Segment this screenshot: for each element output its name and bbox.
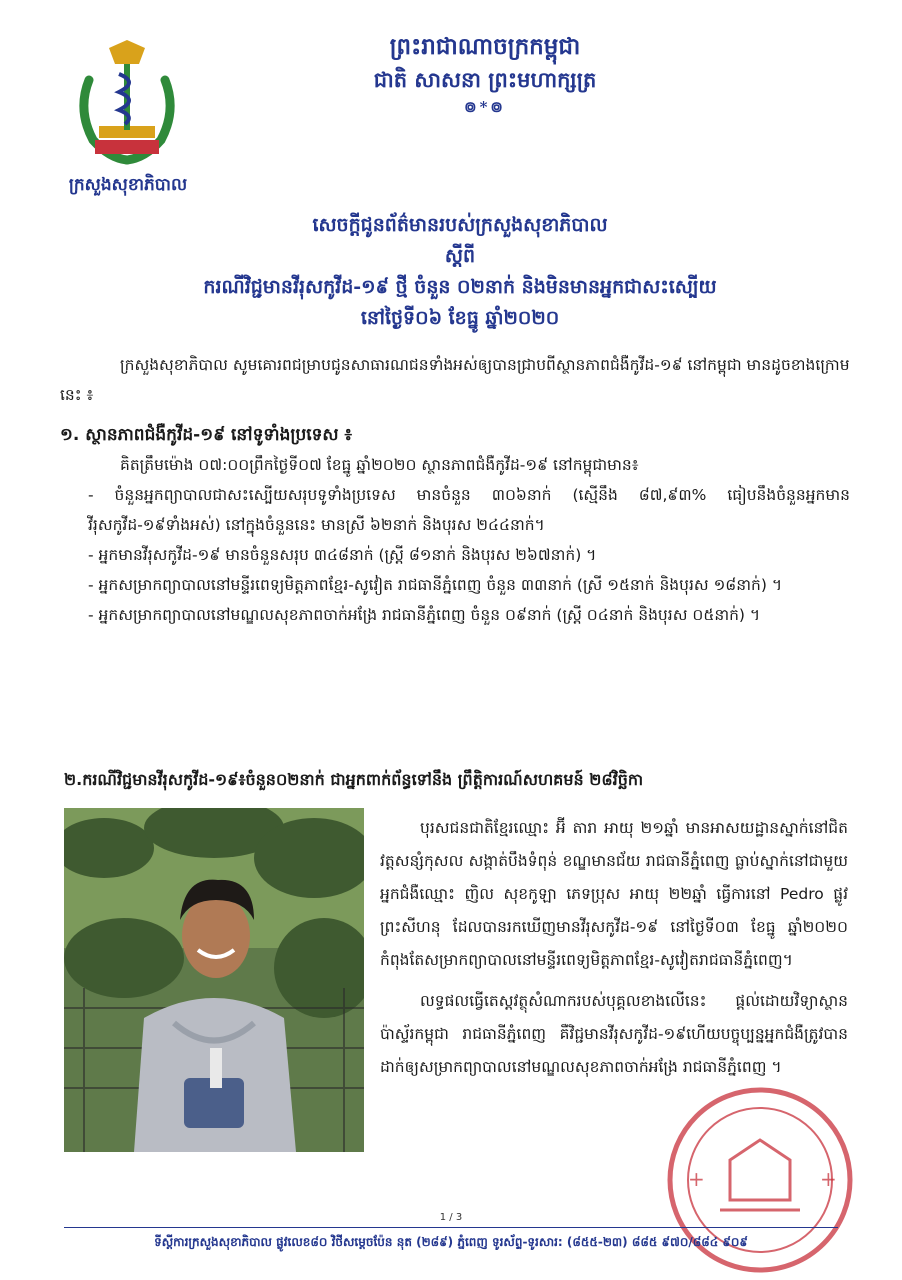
kingdom-line1: ព្រះរាជាណាចក្រកម្ពុជា xyxy=(389,33,581,60)
person-photo xyxy=(64,808,364,1152)
section1-heading: ១. ស្ថានភាពជំងឺកូវីដ-១៩ នៅទូទាំងប្រទេស ៖ xyxy=(60,425,352,445)
list-item: - អ្នកសម្រាកព្យាបាលនៅមណ្ឌលសុខភាពចាក់អង្រែ រាជធានីភ្នំពេញ ចំនួន ០៩នាក់ (ស្ត្រី ០៤នាក់ និងបុរស ០៥នាក់) ។ xyxy=(88,606,761,624)
title-line4: នៅថ្ងៃទី០៦ ខែធ្នូ ឆ្នាំ២០២០ xyxy=(360,307,560,329)
list-item: - ចំនួនអ្នកព្យាបាលជាសះស្បើយសរុបទូទាំងប្រទេស មានចំនួន ៣០៦នាក់ (ស្មើនឹង ៨៧,៩៣% ធៀបនឹងចំនួនអ្នកមានវីរុសកូវីដ-១៩ទាំងអស់) នៅក្នុងចំនួននេះ មានស្រី ៦២នាក់ និងបុរស ២៤៤នាក់។ xyxy=(88,486,850,534)
list-item: - អ្នកមានវីរុសកូវីដ-១៩ មានចំនួនសរុប ៣៤៨នាក់ (ស្ត្រី ៨១នាក់ និងបុរស ២៦៧នាក់) ។ xyxy=(88,546,597,564)
intro-paragraph: ក្រសួងសុខាភិបាល សូមគោរពជម្រាបជូនសាធារណជនទាំងអស់ឲ្យបានជ្រាបពីស្ថានភាពជំងឺកូវីដ-១៩ នៅកម្ពុជា មានដូចខាងក្រោមនេះ ៖ xyxy=(60,356,850,404)
footer-address: ទីស្តីការក្រសួងសុខាភិបាល ផ្លូវលេខ៨០ វិថីសម្តេចប៉ែន នុត (២៨៩) ភ្នំពេញ ទូរស័ព្ទ-ទូរសារ: (៨៥៥-២៣) ៨៨៥ ៩៧០/៨៨៤ ៩០៩ xyxy=(154,1235,748,1249)
ministry-logo xyxy=(52,40,202,170)
person-photo-image xyxy=(64,808,364,1152)
section2-paragraph1: បុរសជនជាតិខ្មែរឈ្មោះ អ៊ី តារា អាយុ ២១ឆ្នាំ មានអាសយដ្ឋានស្នាក់នៅជិតវត្តសន្សំកុសល សង្កាត់បឹងទំពុន់ ខណ្ឌមានជ័យ រាជធានីភ្នំពេញ ធ្លាប់ស្នាក់នៅជាមួយអ្នកជំងឺឈ្មោះ ញិល សុខកូឡា ភេទប្រុស អាយុ ២២ឆ្នាំ ធ្វើការនៅ Pedro ផ្លូវព្រះសីហនុ ដែលបានរកឃើញមានវីរុសកូវីដ-១៩ នៅថ្ងៃទី០៣ ខែធ្នូ ឆ្នាំ២០២០ កំពុងតែសម្រាកព្យាបាលនៅមន្ទីរពេទ្យមិត្តភាពខ្មែរ-សូវៀតរាជធានីភ្នំពេញ។ xyxy=(380,819,848,969)
kingdom-header xyxy=(250,30,720,118)
footer-divider xyxy=(64,1227,838,1228)
section2-heading: ២.ករណីវិជ្ជមានវីរុសកូវីដ-១៩៖ចំនួន០២នាក់ ជាអ្នកពាក់ព័ន្ធទៅនឹង ព្រឹត្តិការណ៍សហគមន៍ ២៨វិច្ឆិកា xyxy=(64,770,644,789)
document-title xyxy=(60,210,860,334)
section2-body xyxy=(380,812,848,1092)
section1-lead: គិតត្រឹមម៉ោង ០៧:០០ព្រឹកថ្ងៃទី០៧ ខែធ្នូ ឆ្នាំ២០២០ ស្ថានភាពជំងឺកូវីដ-១៩ នៅកម្ពុជាមាន៖ xyxy=(120,456,639,474)
section2-paragraph2: លទ្ធផលធ្វើតេស្តវត្ថុសំណាករបស់បុគ្គលខាងលើនេះ ផ្តល់ដោយវិទ្យាស្ថានប៉ាស្ទ័រកម្ពុជា រាជធានីភ្នំពេញ គឺវិជ្ជមានវីរុសកូវីដ-១៩ហើយបច្ចុប្បន្នអ្នកជំងឺត្រូវបានដាក់ឲ្យសម្រាកព្យាបាលនៅមណ្ឌលសុខភាពចាក់អង្រែ រាជធានីភ្នំពេញ ។ xyxy=(380,992,848,1076)
ministry-label: ក្រសួងសុខាភិបាល xyxy=(68,175,188,195)
svg-text:+: + xyxy=(820,1167,837,1191)
section1 xyxy=(60,420,850,630)
header-ornament: ៙*៙ xyxy=(464,98,506,116)
page-number: 1 / 3 xyxy=(439,1212,463,1223)
kingdom-line2: ជាតិ សាសនា ព្រះមហាក្សត្រ xyxy=(373,67,597,92)
health-ministry-emblem-icon xyxy=(69,40,185,170)
svg-text:+: + xyxy=(688,1167,705,1191)
title-line1: សេចក្តីជូនព័ត៌មានរបស់ក្រសួងសុខាភិបាល xyxy=(312,214,608,236)
title-line2: ស្តីពី xyxy=(444,245,476,267)
list-item: - អ្នកសម្រាកព្យាបាលនៅមន្ទីរពេទ្យមិត្តភាពខ្មែរ-សូវៀត រាជធានីភ្នំពេញ ចំនួន ៣៣នាក់ (ស្រី ១៥នាក់ និងបុរស ១៨នាក់) ។ xyxy=(88,576,783,594)
title-line3: ករណីវិជ្ជមានវីរុសកូវីដ-១៩ ថ្មី ចំនួន ០២នាក់ និងមិនមានអ្នកជាសះស្បើយ xyxy=(203,276,717,298)
